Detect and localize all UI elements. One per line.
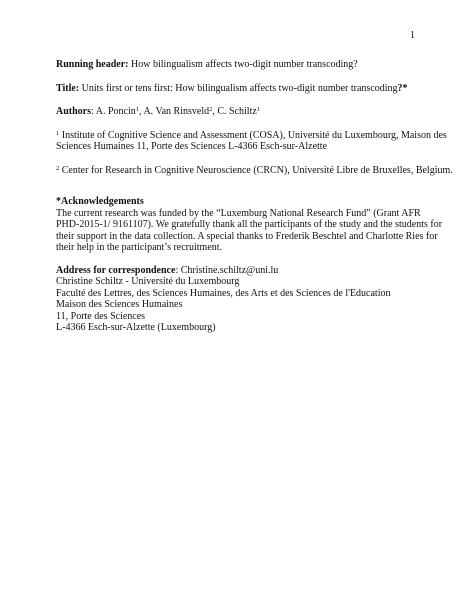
affiliation-2 [56, 164, 453, 177]
address-line: Christine Schiltz - Université du Luxembourg [56, 276, 240, 287]
affiliation-number: 1 [56, 129, 60, 137]
author-name: A. Van Rinsveld [143, 106, 210, 117]
affiliation-1 [56, 129, 447, 153]
acknowledgements-line: PHD-2015-1/ 9161107). We gratefully thank all the participants of the study and the students for [56, 219, 443, 230]
affiliation-text: Institute of Cognitive Science and Assessment (COSA), Université du Luxembourg, Maison des [59, 129, 447, 141]
title-page-content [56, 59, 453, 334]
affiliation-number: 2 [56, 164, 60, 172]
affiliation-line: Sciences Humaines 11, Porte des Sciences L-4366 Esch-sur-Alzette [56, 141, 328, 152]
acknowledgements-line: The current research was funded by the “Luxemburg National Research Fund” (Grant AFR [56, 207, 421, 219]
acknowledgements [56, 196, 443, 254]
affiliation-line [56, 164, 453, 177]
author-separator: , [212, 106, 218, 117]
running-header [56, 59, 426, 71]
correspondence-label: Address for correspondence [56, 264, 176, 276]
paper-title-text: Units first or tens first: How bilingualism affects two-digit number transcoding [79, 82, 398, 94]
authors-line [56, 106, 426, 118]
running-header-text: How bilingualism affects two-digit number transcoding? [128, 59, 358, 70]
correspondence-address [56, 265, 426, 334]
address-line: Faculté des Lettres, des Sciences Humaines, des Arts et des Sciences de l'Education [56, 287, 391, 299]
address-line: Maison des Sciences Humaines [56, 299, 183, 310]
running-header-label: Running header: [56, 59, 129, 70]
correspondence-heading [56, 265, 426, 277]
correspondence-email-prefix: : [175, 264, 181, 276]
affiliation-line [56, 129, 447, 142]
author-affiliation-marker: 1 [135, 106, 139, 113]
acknowledgements-heading: *Acknowledgements [56, 196, 144, 207]
affiliation-text: Center for Research in Cognitive Neuroscience (CRCN), Université Libre de Bruxelles, Belgium. [59, 164, 453, 176]
author-affiliation-marker: 1 [256, 106, 261, 113]
paper-title [56, 83, 426, 95]
author-separator: , [139, 106, 144, 117]
correspondence-email[interactable]: Christine.schiltz@uni.lu [180, 264, 279, 276]
address-line: L-4366 Esch-sur-Alzette (Luxembourg) [56, 322, 216, 333]
author-affiliation-marker: 2 [209, 106, 213, 113]
paper-title-label: Title: [56, 82, 80, 94]
acknowledgements-line: their support in the data collection. A special thanks to Frederik Beschtel and Charlotte Ries for [56, 230, 438, 242]
address-line: 11, Porte des Sciences [56, 310, 146, 322]
acknowledgements-line: their help in the participant’s recruitment. [56, 242, 223, 253]
page-number: 1 [410, 30, 415, 41]
authors-label: Authors [56, 106, 92, 117]
authors-separator: : [91, 106, 96, 117]
author-name: A. Poncin [95, 106, 136, 117]
paper-title-suffix: ?* [397, 82, 408, 94]
author-name: C. Schiltz [217, 106, 257, 117]
